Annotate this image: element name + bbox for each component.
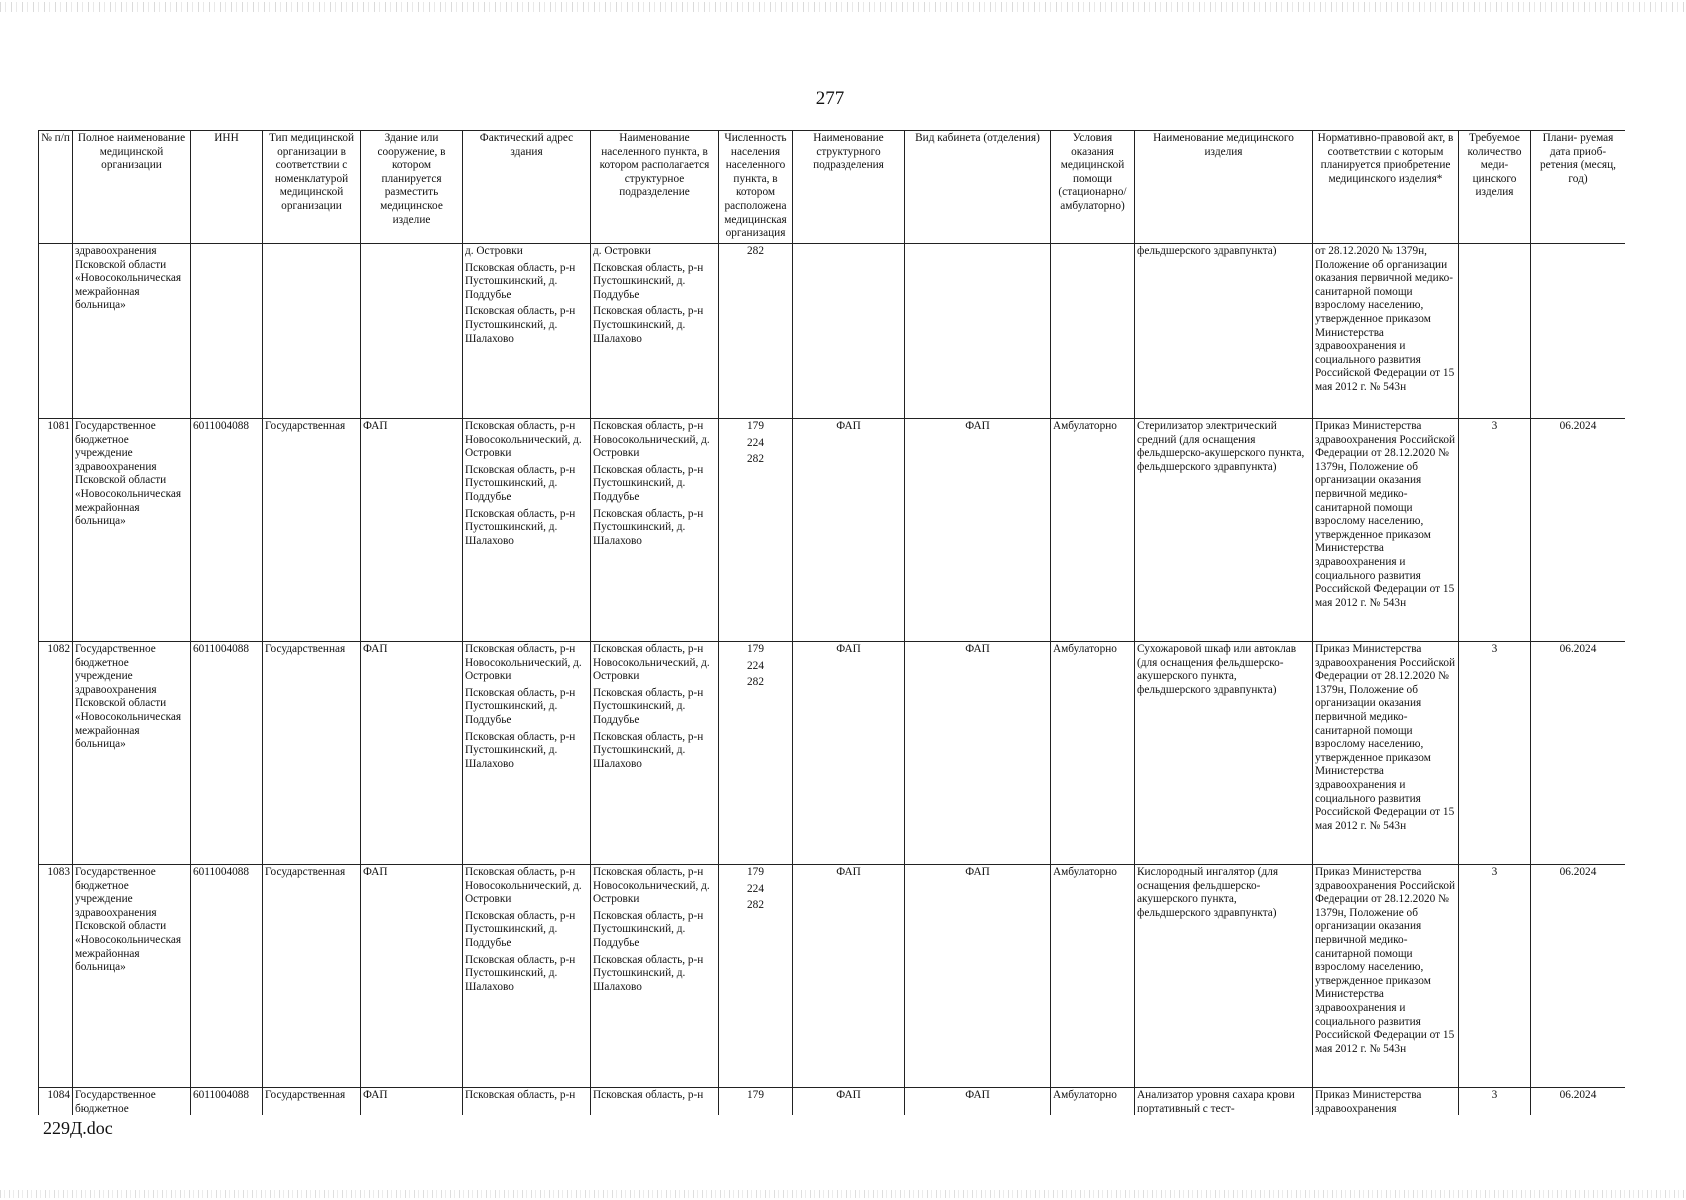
equipment-registry-table [38, 130, 1625, 1115]
cell-cabinet: ФАП [905, 865, 1051, 1088]
settlement-entry: Псковская область, р-н Новосокольнический, д. Островки [593, 643, 710, 683]
address-entry: Псковская область, р-н Пустошкинский, д. Шалахово [465, 730, 576, 770]
cell-address [463, 1088, 591, 1116]
table-header-row [39, 131, 1626, 244]
cell-conditions: Амбулаторно [1051, 865, 1135, 1088]
cell-number: 1082 [39, 642, 73, 865]
cell-org-name: Государственное бюджетное учреждение здравоохранения Псковской области «Новосокольническая межрайонная больница» [73, 865, 191, 1088]
cell-population [719, 865, 793, 1088]
cell-number [39, 244, 73, 419]
population-value: 179 [747, 643, 764, 655]
header-col-cabinet: Вид кабинета (отделения) [905, 131, 1051, 244]
cell-settlement [591, 244, 719, 419]
cell-settlement [591, 419, 719, 642]
cell-date: 06.2024 [1531, 642, 1626, 865]
scan-edge-bottom [0, 1190, 1686, 1198]
cell-unit [793, 244, 905, 419]
cell-legal-act: Приказ Министерства здравоохранения [1313, 1088, 1459, 1116]
header-col-device: Наименование медицинского изделия [1135, 131, 1313, 244]
population-value: 179 [747, 420, 764, 432]
cell-number: 1084 [39, 1088, 73, 1116]
cell-conditions: Амбулаторно [1051, 1088, 1135, 1116]
cell-cabinet: ФАП [905, 642, 1051, 865]
registry-sheet [38, 130, 1625, 1115]
cell-settlement [591, 642, 719, 865]
header-col-date: Плани- руемая дата приоб- ретения (месяц, год) [1531, 131, 1626, 244]
cell-inn: 6011004088 [191, 1088, 263, 1116]
scan-edge-top [0, 2, 1686, 12]
cell-date: 06.2024 [1531, 1088, 1626, 1116]
cell-cabinet: ФАП [905, 419, 1051, 642]
cell-device: Кислородный ингалятор (для оснащения фельдшерско-акушерского пункта, фельдшерского здравпункта) [1135, 865, 1313, 1088]
cell-address [463, 642, 591, 865]
population-value: 224 [747, 659, 764, 672]
cell-device: фельдшерского здравпункта) [1135, 244, 1313, 419]
cell-population [719, 419, 793, 642]
settlement-entry: Псковская область, р-н Пустошкинский, д. Шалахово [593, 305, 704, 345]
address-entry: Псковская область, р-н Новосокольнический, д. Островки [465, 643, 582, 683]
cell-cabinet [905, 244, 1051, 419]
settlement-entry: Псковская область, р-н Новосокольнический, д. Островки [593, 420, 710, 460]
cell-building [361, 244, 463, 419]
cell-conditions [1051, 244, 1135, 419]
cell-conditions: Амбулаторно [1051, 642, 1135, 865]
address-entry: Псковская область, р-н Пустошкинский, д. Поддубье [465, 261, 576, 301]
settlement-entry: Псковская область, р-н Пустошкинский, д. Поддубье [593, 463, 704, 503]
cell-quantity: 3 [1459, 865, 1531, 1088]
header-col-unit: Наименование структурного подразделения [793, 131, 905, 244]
cell-address [463, 865, 591, 1088]
header-col-number: № п/п [39, 131, 73, 244]
cell-org-name: здравоохранения Псковской области «Новосокольническая межрайонная больница» [73, 244, 191, 419]
table-row [39, 642, 1626, 865]
address-entry: Псковская область, р-н [465, 1089, 576, 1101]
cell-conditions: Амбулаторно [1051, 419, 1135, 642]
settlement-entry: Псковская область, р-н Пустошкинский, д. Шалахово [593, 730, 704, 770]
settlement-entry: д. Островки [593, 245, 651, 257]
cell-population [719, 244, 793, 419]
cell-date: 06.2024 [1531, 419, 1626, 642]
header-col-legal-act: Нормативно-правовой акт, в соответствии с которым планируется приобретение медицинского изделия* [1313, 131, 1459, 244]
cell-quantity: 3 [1459, 419, 1531, 642]
cell-cabinet: ФАП [905, 1088, 1051, 1116]
cell-quantity [1459, 244, 1531, 419]
cell-org-type: Государственная [263, 419, 361, 642]
cell-legal-act: от 28.12.2020 № 1379н, Положение об организации оказания первичной медико-санитарной помощи взрослому населению, утвержденное приказом Министерства здравоохранения и социального развития Российской Федерации от 15 мая 2012 г. № 543н [1313, 244, 1459, 419]
cell-org-type: Государственная [263, 865, 361, 1088]
address-entry: Псковская область, р-н Пустошкинский, д. Поддубье [465, 909, 576, 949]
cell-address [463, 419, 591, 642]
header-col-settlement: Наименование населенного пункта, в котором располагается структурное подразделение [591, 131, 719, 244]
cell-quantity: 3 [1459, 1088, 1531, 1116]
header-col-org-name: Полное наименование медицинской организации [73, 131, 191, 244]
address-entry: Псковская область, р-н Пустошкинский, д. Шалахово [465, 507, 576, 547]
cell-inn: 6011004088 [191, 642, 263, 865]
cell-date: 06.2024 [1531, 865, 1626, 1088]
header-col-org-type: Тип медицинской организации в соответствии с номенклатурой медицинской организации [263, 131, 361, 244]
cell-building: ФАП [361, 865, 463, 1088]
cell-legal-act: Приказ Министерства здравоохранения Российской Федерации от 28.12.2020 № 1379н, Положение об организации оказания первичной медико-санитарной помощи взрослому населению, утвержденное приказом Министерства здравоохранения и социального развития Российской Федерации от 15 мая 2012 г. № 543н [1313, 865, 1459, 1088]
cell-quantity: 3 [1459, 642, 1531, 865]
cell-inn: 6011004088 [191, 419, 263, 642]
settlement-entry: Псковская область, р-н Пустошкинский, д. Поддубье [593, 686, 704, 726]
cell-legal-act: Приказ Министерства здравоохранения Российской Федерации от 28.12.2020 № 1379н, Положение об организации оказания первичной медико-санитарной помощи взрослому населению, утвержденное приказом Министерства здравоохранения и социального развития Российской Федерации от 15 мая 2012 г. № 543н [1313, 419, 1459, 642]
cell-unit: ФАП [793, 1088, 905, 1116]
table-row-continuation [39, 244, 1626, 419]
header-col-building: Здание или сооружение, в котором планируется разместить медицинское изделие [361, 131, 463, 244]
header-col-inn: ИНН [191, 131, 263, 244]
header-col-quantity: Требуемое количество меди- цинского изделия [1459, 131, 1531, 244]
cell-building: ФАП [361, 1088, 463, 1116]
population-value: 282 [747, 453, 764, 466]
cell-inn [191, 244, 263, 419]
cell-unit: ФАП [793, 642, 905, 865]
address-entry: д. Островки [465, 245, 523, 257]
cell-org-name: Государственное бюджетное [73, 1088, 191, 1116]
address-entry: Псковская область, р-н Пустошкинский, д. Шалахово [465, 953, 576, 993]
cell-population [719, 1088, 793, 1116]
cell-settlement [591, 865, 719, 1088]
cell-address [463, 244, 591, 419]
cell-device: Стерилизатор электрический средний (для оснащения фельдшерско-акушерского пункта, фельдшерского здравпункта) [1135, 419, 1313, 642]
cell-population [719, 642, 793, 865]
settlement-entry: Псковская область, р-н Пустошкинский, д. Поддубье [593, 261, 704, 301]
table-row [39, 1088, 1626, 1116]
table-row [39, 419, 1626, 642]
cell-org-type: Государственная [263, 1088, 361, 1116]
settlement-entry: Псковская область, р-н Пустошкинский, д. Шалахово [593, 507, 704, 547]
cell-unit: ФАП [793, 865, 905, 1088]
address-entry: Псковская область, р-н Новосокольнический, д. Островки [465, 866, 582, 906]
cell-building: ФАП [361, 419, 463, 642]
cell-org-type [263, 244, 361, 419]
cell-device: Сухожаровой шкаф или автоклав (для оснащения фельдшерско-акушерского пункта, фельдшерского здравпункта) [1135, 642, 1313, 865]
address-entry: Псковская область, р-н Пустошкинский, д. Поддубье [465, 686, 576, 726]
table-body [39, 244, 1626, 1116]
address-entry: Псковская область, р-н Новосокольнический, д. Островки [465, 420, 582, 460]
address-entry: Псковская область, р-н Пустошкинский, д. Поддубье [465, 463, 576, 503]
cell-building: ФАП [361, 642, 463, 865]
cell-org-type: Государственная [263, 642, 361, 865]
cell-date [1531, 244, 1626, 419]
page-number: 277 [815, 88, 845, 109]
cell-inn: 6011004088 [191, 865, 263, 1088]
header-col-address: Фактический адрес здания [463, 131, 591, 244]
cell-settlement [591, 1088, 719, 1116]
document-filename: 229Д.doc [43, 1118, 113, 1138]
population-value: 224 [747, 436, 764, 449]
settlement-entry: Псковская область, р-н Пустошкинский, д. Поддубье [593, 909, 704, 949]
population-value: 179 [747, 866, 764, 878]
cell-org-name: Государственное бюджетное учреждение здравоохранения Псковской области «Новосокольническая межрайонная больница» [73, 642, 191, 865]
table-row [39, 865, 1626, 1088]
cell-org-name: Государственное бюджетное учреждение здравоохранения Псковской области «Новосокольническая межрайонная больница» [73, 419, 191, 642]
cell-number: 1081 [39, 419, 73, 642]
cell-legal-act: Приказ Министерства здравоохранения Российской Федерации от 28.12.2020 № 1379н, Положение об организации оказания первичной медико-санитарной помощи взрослому населению, утвержденное приказом Министерства здравоохранения и социального развития Российской Федерации от 15 мая 2012 г. № 543н [1313, 642, 1459, 865]
cell-device: Анализатор уровня сахара крови портативный с тест- [1135, 1088, 1313, 1116]
header-col-conditions: Условия оказания медицинской помощи (стационарно/ амбулаторно) [1051, 131, 1135, 244]
population-value: 179 [747, 1089, 764, 1101]
header-col-population: Численность населения населенного пункта, в котором расположена медицинская организация [719, 131, 793, 244]
cell-unit: ФАП [793, 419, 905, 642]
population-value: 282 [747, 676, 764, 689]
population-value: 282 [747, 245, 764, 257]
population-value: 224 [747, 882, 764, 895]
settlement-entry: Псковская область, р-н [593, 1089, 704, 1101]
population-value: 282 [747, 899, 764, 912]
settlement-entry: Псковская область, р-н Пустошкинский, д. Шалахово [593, 953, 704, 993]
address-entry: Псковская область, р-н Пустошкинский, д. Шалахово [465, 305, 576, 345]
settlement-entry: Псковская область, р-н Новосокольнический, д. Островки [593, 866, 710, 906]
cell-number: 1083 [39, 865, 73, 1088]
